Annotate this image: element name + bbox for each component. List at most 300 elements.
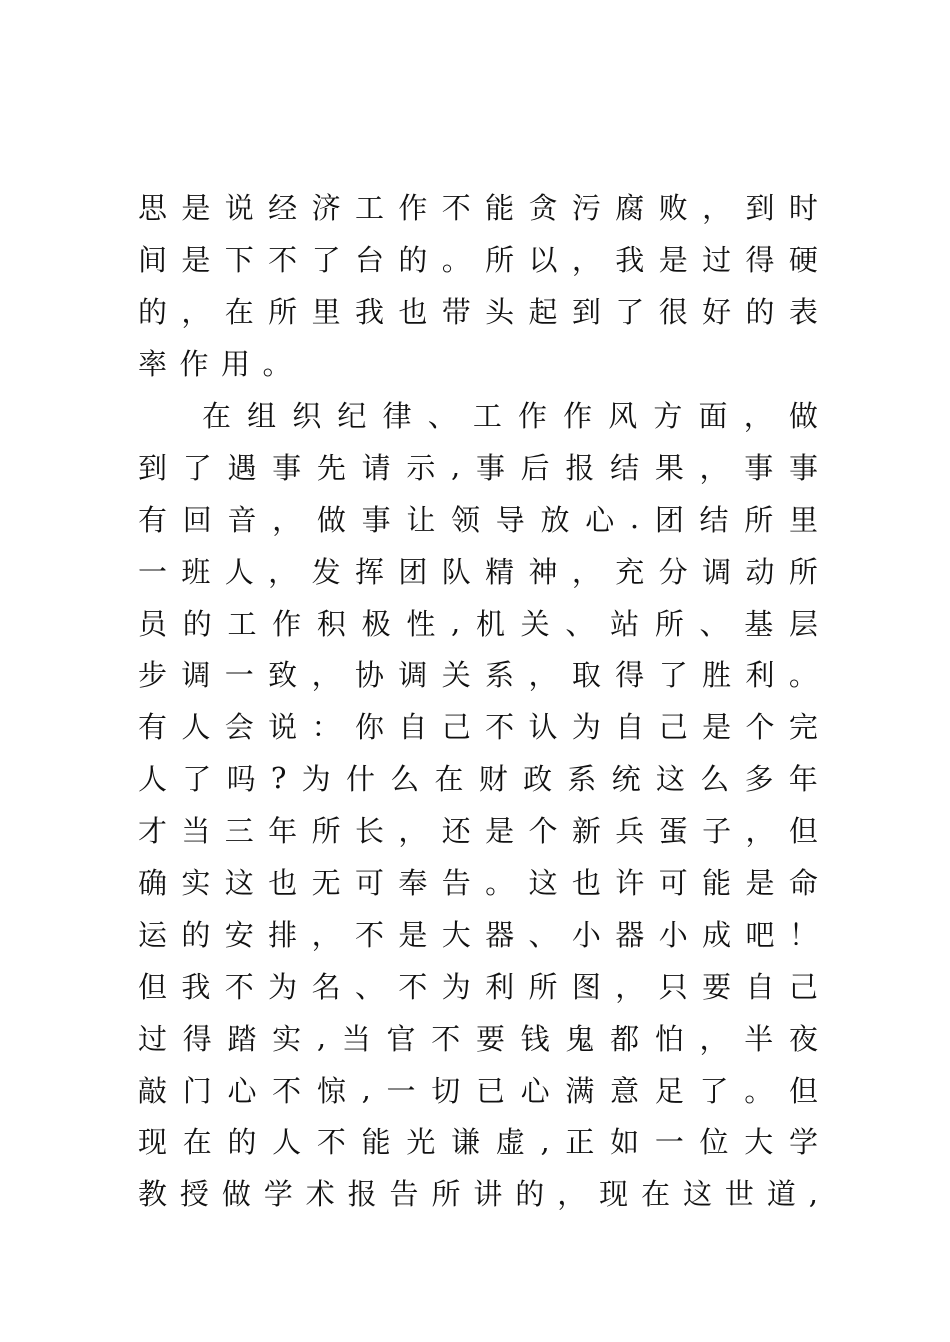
text-char: 作 — [179, 347, 209, 382]
text-char: 能 — [702, 866, 732, 901]
text-char: 为 — [571, 710, 601, 745]
text-char: 事 — [475, 450, 505, 485]
text-char: 蛋 — [658, 814, 688, 849]
text-char: 团 — [654, 502, 684, 537]
text-char: 命 — [788, 866, 818, 901]
text-char: 利 — [485, 969, 515, 1004]
text-char: 无 — [311, 866, 341, 901]
text-char: 方 — [653, 399, 683, 433]
text-char: 为 — [268, 969, 298, 1004]
text-char: ， — [557, 1177, 587, 1212]
text-char: ? — [270, 760, 287, 795]
text-char: 夜 — [788, 1021, 818, 1056]
text-char: 要 — [475, 1021, 505, 1056]
text-char: 人 — [224, 554, 254, 589]
text-char: 调 — [181, 658, 211, 693]
text-char: 。 — [744, 1073, 774, 1108]
text-char: 得 — [615, 658, 645, 693]
text-char: ， — [699, 1021, 729, 1056]
text-char: 的 — [182, 606, 212, 641]
text-char: 做 — [788, 399, 818, 433]
text-char: 败 — [658, 191, 688, 226]
text-char: 的 — [515, 1177, 545, 1212]
text-char: 年 — [268, 814, 298, 849]
text-char: 满 — [565, 1073, 595, 1108]
text-char: 回 — [182, 502, 212, 537]
text-char: 硬 — [788, 243, 818, 278]
text-char: 时 — [788, 191, 818, 226]
text-char: 下 — [224, 243, 254, 278]
text-char: 当 — [181, 814, 211, 849]
text-char: 作 — [398, 191, 428, 226]
text-char: 过 — [702, 243, 732, 278]
text-char: 么 — [700, 762, 730, 797]
text-char: 位 — [699, 1125, 729, 1160]
text-char: , — [808, 1175, 818, 1210]
text-char: 工 — [227, 606, 257, 641]
text-char: 兵 — [615, 814, 645, 849]
text-char: 讲 — [473, 1177, 503, 1212]
text-char: 小 — [571, 917, 601, 952]
text-char: 自 — [615, 710, 645, 745]
text-char: ， — [181, 295, 211, 330]
text-char: 我 — [181, 969, 211, 1004]
text-char: 报 — [565, 450, 595, 485]
text-char: 能 — [485, 191, 515, 226]
text-char: , — [316, 1020, 327, 1055]
text-char: 完 — [788, 710, 818, 745]
text-char: 已 — [475, 1073, 505, 1108]
text-char: 在 — [434, 762, 464, 797]
text-char: 到 — [571, 295, 601, 330]
text-char: 一 — [386, 1073, 416, 1108]
text-char: 、 — [427, 399, 457, 433]
text-char: 也 — [268, 866, 298, 901]
text-line — [138, 1167, 818, 1219]
text-char: 但 — [788, 1073, 818, 1108]
text-char: 。 — [441, 243, 471, 278]
text-char: 分 — [658, 554, 688, 589]
text-char: 率 — [138, 347, 168, 382]
text-char: 谦 — [451, 1125, 481, 1160]
text-char: 可 — [354, 866, 384, 901]
text-char: 有 — [138, 710, 168, 745]
text-line — [138, 648, 818, 700]
text-char: 先 — [316, 450, 346, 485]
text-char: 系 — [485, 658, 515, 693]
text-char: 学 — [263, 1177, 293, 1212]
text-char: 个 — [745, 710, 775, 745]
text-char: 一 — [138, 554, 168, 589]
text-char: 在 — [641, 1177, 671, 1212]
text-char: 么 — [390, 762, 420, 797]
text-char: ， — [699, 450, 729, 485]
text-char: . — [629, 501, 640, 536]
text-char: 在 — [182, 1125, 212, 1160]
text-char: 污 — [571, 191, 601, 226]
text-char: 。 — [485, 866, 515, 901]
text-char: 不 — [485, 710, 515, 745]
text-char: 取 — [571, 658, 601, 693]
text-char: 授 — [179, 1177, 209, 1212]
text-char: 台 — [354, 243, 384, 278]
text-char: 年 — [788, 762, 818, 797]
text-char: 政 — [523, 762, 553, 797]
text-char: 图 — [571, 969, 601, 1004]
text-line — [138, 285, 818, 337]
text-char: 虚 — [495, 1125, 525, 1160]
text-char: 协 — [354, 658, 384, 693]
text-char: 不 — [441, 191, 471, 226]
text-char: 导 — [495, 502, 525, 537]
text-char: 但 — [788, 814, 818, 849]
text-char: 光 — [406, 1125, 436, 1160]
text-char: 敲 — [138, 1073, 168, 1108]
text-char: 多 — [744, 762, 774, 797]
text-char: 确 — [138, 866, 168, 901]
text-char: 挥 — [354, 554, 384, 589]
text-char: 的 — [138, 295, 168, 330]
text-char: 不 — [398, 969, 428, 1004]
text-char: 教 — [138, 1177, 168, 1212]
text-char: 腐 — [615, 191, 645, 226]
text-char: , — [540, 1123, 550, 1158]
text-char: 致 — [268, 658, 298, 693]
text-char: 足 — [654, 1073, 684, 1108]
text-char: 机 — [475, 606, 505, 641]
text-char: 不 — [431, 1021, 461, 1056]
text-char: ， — [571, 554, 601, 589]
text-char: 领 — [451, 502, 481, 537]
text-char: 起 — [528, 295, 558, 330]
text-char: 神 — [528, 554, 558, 589]
text-char: 、 — [354, 969, 384, 1004]
text-char: 小 — [658, 917, 688, 952]
text-char: 是 — [658, 243, 688, 278]
text-char: 成 — [702, 917, 732, 952]
text-char: 自 — [745, 969, 775, 1004]
text-char: 惊 — [316, 1073, 346, 1108]
text-char: 长 — [354, 814, 384, 849]
text-char: 。 — [262, 347, 292, 382]
text-char: 的 — [181, 917, 211, 952]
text-char: 步 — [138, 658, 168, 693]
text-char: 才 — [138, 814, 168, 849]
text-char: 放 — [540, 502, 570, 537]
text-char: 可 — [658, 866, 688, 901]
text-char: 我 — [354, 295, 384, 330]
text-char: 当 — [341, 1021, 371, 1056]
text-char: 意 — [610, 1073, 640, 1108]
text-char: 作 — [563, 399, 593, 433]
text-char: 工 — [354, 191, 384, 226]
text-char: 官 — [386, 1021, 416, 1056]
text-char: 不 — [316, 1125, 346, 1160]
text-char: 充 — [615, 554, 645, 589]
text-char: 作 — [517, 399, 547, 433]
text-char: 纪 — [337, 399, 367, 433]
text-char: ， — [268, 554, 298, 589]
text-char: 术 — [305, 1177, 335, 1212]
text-char: 得 — [182, 1021, 212, 1056]
text-char: 事 — [744, 450, 774, 485]
text-char: 新 — [571, 814, 601, 849]
text-char: 所 — [788, 554, 818, 589]
text-line — [138, 856, 818, 908]
text-char: 这 — [224, 866, 254, 901]
text-char: 团 — [398, 554, 428, 589]
text-char: 做 — [316, 502, 346, 537]
text-char: 了 — [182, 450, 212, 485]
text-char: 过 — [138, 1021, 168, 1056]
text-char: 调 — [398, 658, 428, 693]
text-char: 吗 — [226, 762, 256, 797]
text-char: 里 — [788, 502, 818, 537]
text-char: 面 — [698, 399, 728, 433]
text-char: 人 — [138, 762, 168, 797]
text-char: 果 — [654, 450, 684, 485]
text-char: 心 — [227, 1073, 257, 1108]
text-char: 踏 — [227, 1021, 257, 1056]
text-char: 结 — [610, 450, 640, 485]
text-char: 济 — [311, 191, 341, 226]
text-char: 一 — [224, 658, 254, 693]
text-char: ， — [743, 399, 773, 433]
text-char: 织 — [292, 399, 322, 433]
text-char: 大 — [744, 1125, 774, 1160]
text-char: 极 — [361, 606, 391, 641]
text-char: 人 — [181, 710, 211, 745]
text-char: 会 — [224, 710, 254, 745]
text-char: 有 — [138, 502, 168, 537]
text-char: 这 — [655, 762, 685, 797]
text-char: 还 — [441, 814, 471, 849]
text-char: 后 — [520, 450, 550, 485]
text-char: 关 — [441, 658, 471, 693]
text-char: 调 — [702, 554, 732, 589]
text-char: 现 — [599, 1177, 629, 1212]
text-char: 是 — [181, 243, 211, 278]
text-line — [138, 181, 818, 233]
text-char: 个 — [528, 814, 558, 849]
text-line — [138, 544, 818, 596]
text-char: , — [361, 1072, 371, 1107]
text-char: 但 — [138, 969, 168, 1004]
text-char: 到 — [745, 191, 775, 226]
text-char: 队 — [441, 554, 471, 589]
text-char: 员 — [138, 606, 168, 641]
text-line — [138, 233, 818, 285]
text-char: 工 — [472, 399, 502, 433]
text-char: 吧 — [745, 917, 775, 952]
text-char: 为 — [301, 762, 331, 797]
text-char: 以 — [528, 243, 558, 278]
text-char: 请 — [361, 450, 391, 485]
text-char: 经 — [268, 191, 298, 226]
text-char: 道 — [766, 1177, 796, 1212]
text-char: 这 — [682, 1177, 712, 1212]
text-char: ， — [745, 814, 775, 849]
text-char: 风 — [608, 399, 638, 433]
text-line — [138, 1063, 818, 1115]
text-char: 很 — [658, 295, 688, 330]
text-char: 带 — [441, 295, 471, 330]
text-char: 得 — [745, 243, 775, 278]
text-line — [138, 1011, 818, 1063]
text-line — [138, 596, 818, 648]
text-char: 音 — [227, 502, 257, 537]
text-char: 头 — [485, 295, 515, 330]
text-char: ， — [398, 814, 428, 849]
text-line — [138, 337, 818, 389]
text-char: 作 — [272, 606, 302, 641]
text-char: 动 — [745, 554, 775, 589]
text-char: 的 — [227, 1125, 257, 1160]
text-char: ， — [528, 658, 558, 693]
text-char: 心 — [585, 502, 615, 537]
text-char: 财 — [478, 762, 508, 797]
text-char: 我 — [615, 243, 645, 278]
text-line — [138, 907, 818, 959]
text-char: 、 — [565, 606, 595, 641]
text-char: 表 — [788, 295, 818, 330]
text-char: 大 — [441, 917, 471, 952]
text-char: 。 — [788, 658, 818, 693]
text-char: 关 — [520, 606, 550, 641]
text-char: 在 — [224, 295, 254, 330]
text-char: 胜 — [702, 658, 732, 693]
text-char: 站 — [610, 606, 640, 641]
text-char: 了 — [615, 295, 645, 330]
text-line — [138, 1115, 818, 1167]
text-char: 所 — [268, 295, 298, 330]
text-char: 你 — [354, 710, 384, 745]
text-char: 钱 — [520, 1021, 550, 1056]
text-char: 的 — [745, 295, 775, 330]
text-char: 鬼 — [565, 1021, 595, 1056]
text-char: 组 — [247, 399, 277, 433]
text-char: 发 — [311, 554, 341, 589]
text-char: 层 — [788, 606, 818, 641]
text-char: 、 — [528, 917, 558, 952]
text-char: 一 — [654, 1125, 684, 1160]
text-char: ， — [311, 917, 341, 952]
text-char: 现 — [138, 1125, 168, 1160]
text-char: 许 — [615, 866, 645, 901]
text-char: 用 — [221, 347, 251, 382]
text-char: 是 — [702, 710, 732, 745]
text-char: ： — [311, 710, 341, 745]
text-char: ！ — [788, 917, 818, 952]
text-char: 说 — [224, 191, 254, 226]
text-char: 了 — [182, 762, 212, 797]
text-char: 学 — [788, 1125, 818, 1160]
text-char: 到 — [138, 450, 168, 485]
text-char: , — [451, 605, 461, 640]
text-char: 这 — [528, 866, 558, 901]
text-char: 是 — [485, 814, 515, 849]
text-char: 自 — [398, 710, 428, 745]
text-char: ， — [571, 243, 601, 278]
text-line — [138, 700, 818, 752]
text-char: ， — [702, 191, 732, 226]
text-char: 实 — [272, 1021, 302, 1056]
text-char: 思 — [138, 191, 168, 226]
text-char: 只 — [658, 969, 688, 1004]
text-char: 贪 — [528, 191, 558, 226]
text-char: 精 — [485, 554, 515, 589]
text-char: 门 — [182, 1073, 212, 1108]
text-char: 是 — [745, 866, 775, 901]
text-char: 子 — [702, 814, 732, 849]
text-char: 告 — [389, 1177, 419, 1212]
text-char: 让 — [406, 502, 436, 537]
text-line — [138, 804, 818, 856]
text-char: 怕 — [654, 1021, 684, 1056]
text-char: 示 — [406, 450, 436, 485]
text-char: ， — [272, 502, 302, 537]
text-char: 事 — [361, 502, 391, 537]
text-char: 告 — [441, 866, 471, 901]
text-char: 三 — [224, 814, 254, 849]
text-char: 所 — [744, 502, 774, 537]
text-char: 班 — [181, 554, 211, 589]
text-char: ， — [311, 658, 341, 693]
text-char: 都 — [610, 1021, 640, 1056]
text-char: 了 — [311, 243, 341, 278]
text-char: 名 — [311, 969, 341, 1004]
text-char: 所 — [311, 814, 341, 849]
text-char: 不 — [354, 917, 384, 952]
text-char: 不 — [268, 243, 298, 278]
text-char: 不 — [224, 969, 254, 1004]
text-char: 不 — [272, 1073, 302, 1108]
text-char: 所 — [654, 606, 684, 641]
text-char: 安 — [224, 917, 254, 952]
text-char: 系 — [567, 762, 597, 797]
text-char: 了 — [699, 1073, 729, 1108]
text-char: 也 — [571, 866, 601, 901]
text-char: , — [451, 449, 461, 484]
text-char: 做 — [221, 1177, 251, 1212]
text-char: 结 — [699, 502, 729, 537]
text-char: 基 — [744, 606, 774, 641]
text-char: 事 — [272, 450, 302, 485]
text-char: 律 — [382, 399, 412, 433]
text-char: 好 — [702, 295, 732, 330]
text-char: 是 — [398, 917, 428, 952]
text-line — [138, 752, 818, 804]
text-char: 事 — [788, 450, 818, 485]
text-char: 正 — [565, 1125, 595, 1160]
text-char: 了 — [658, 658, 688, 693]
text-char: 统 — [611, 762, 641, 797]
text-char: 己 — [441, 710, 471, 745]
text-char: 半 — [744, 1021, 774, 1056]
text-char: 器 — [615, 917, 645, 952]
text-char: 所 — [431, 1177, 461, 1212]
text-char: 要 — [702, 969, 732, 1004]
text-char: 什 — [345, 762, 375, 797]
text-char: 利 — [745, 658, 775, 693]
text-char: 所 — [485, 243, 515, 278]
text-char: 排 — [268, 917, 298, 952]
text-char: 为 — [441, 969, 471, 1004]
text-line — [138, 959, 818, 1011]
text-char: 里 — [311, 295, 341, 330]
text-char: 心 — [520, 1073, 550, 1108]
text-char: 间 — [138, 243, 168, 278]
